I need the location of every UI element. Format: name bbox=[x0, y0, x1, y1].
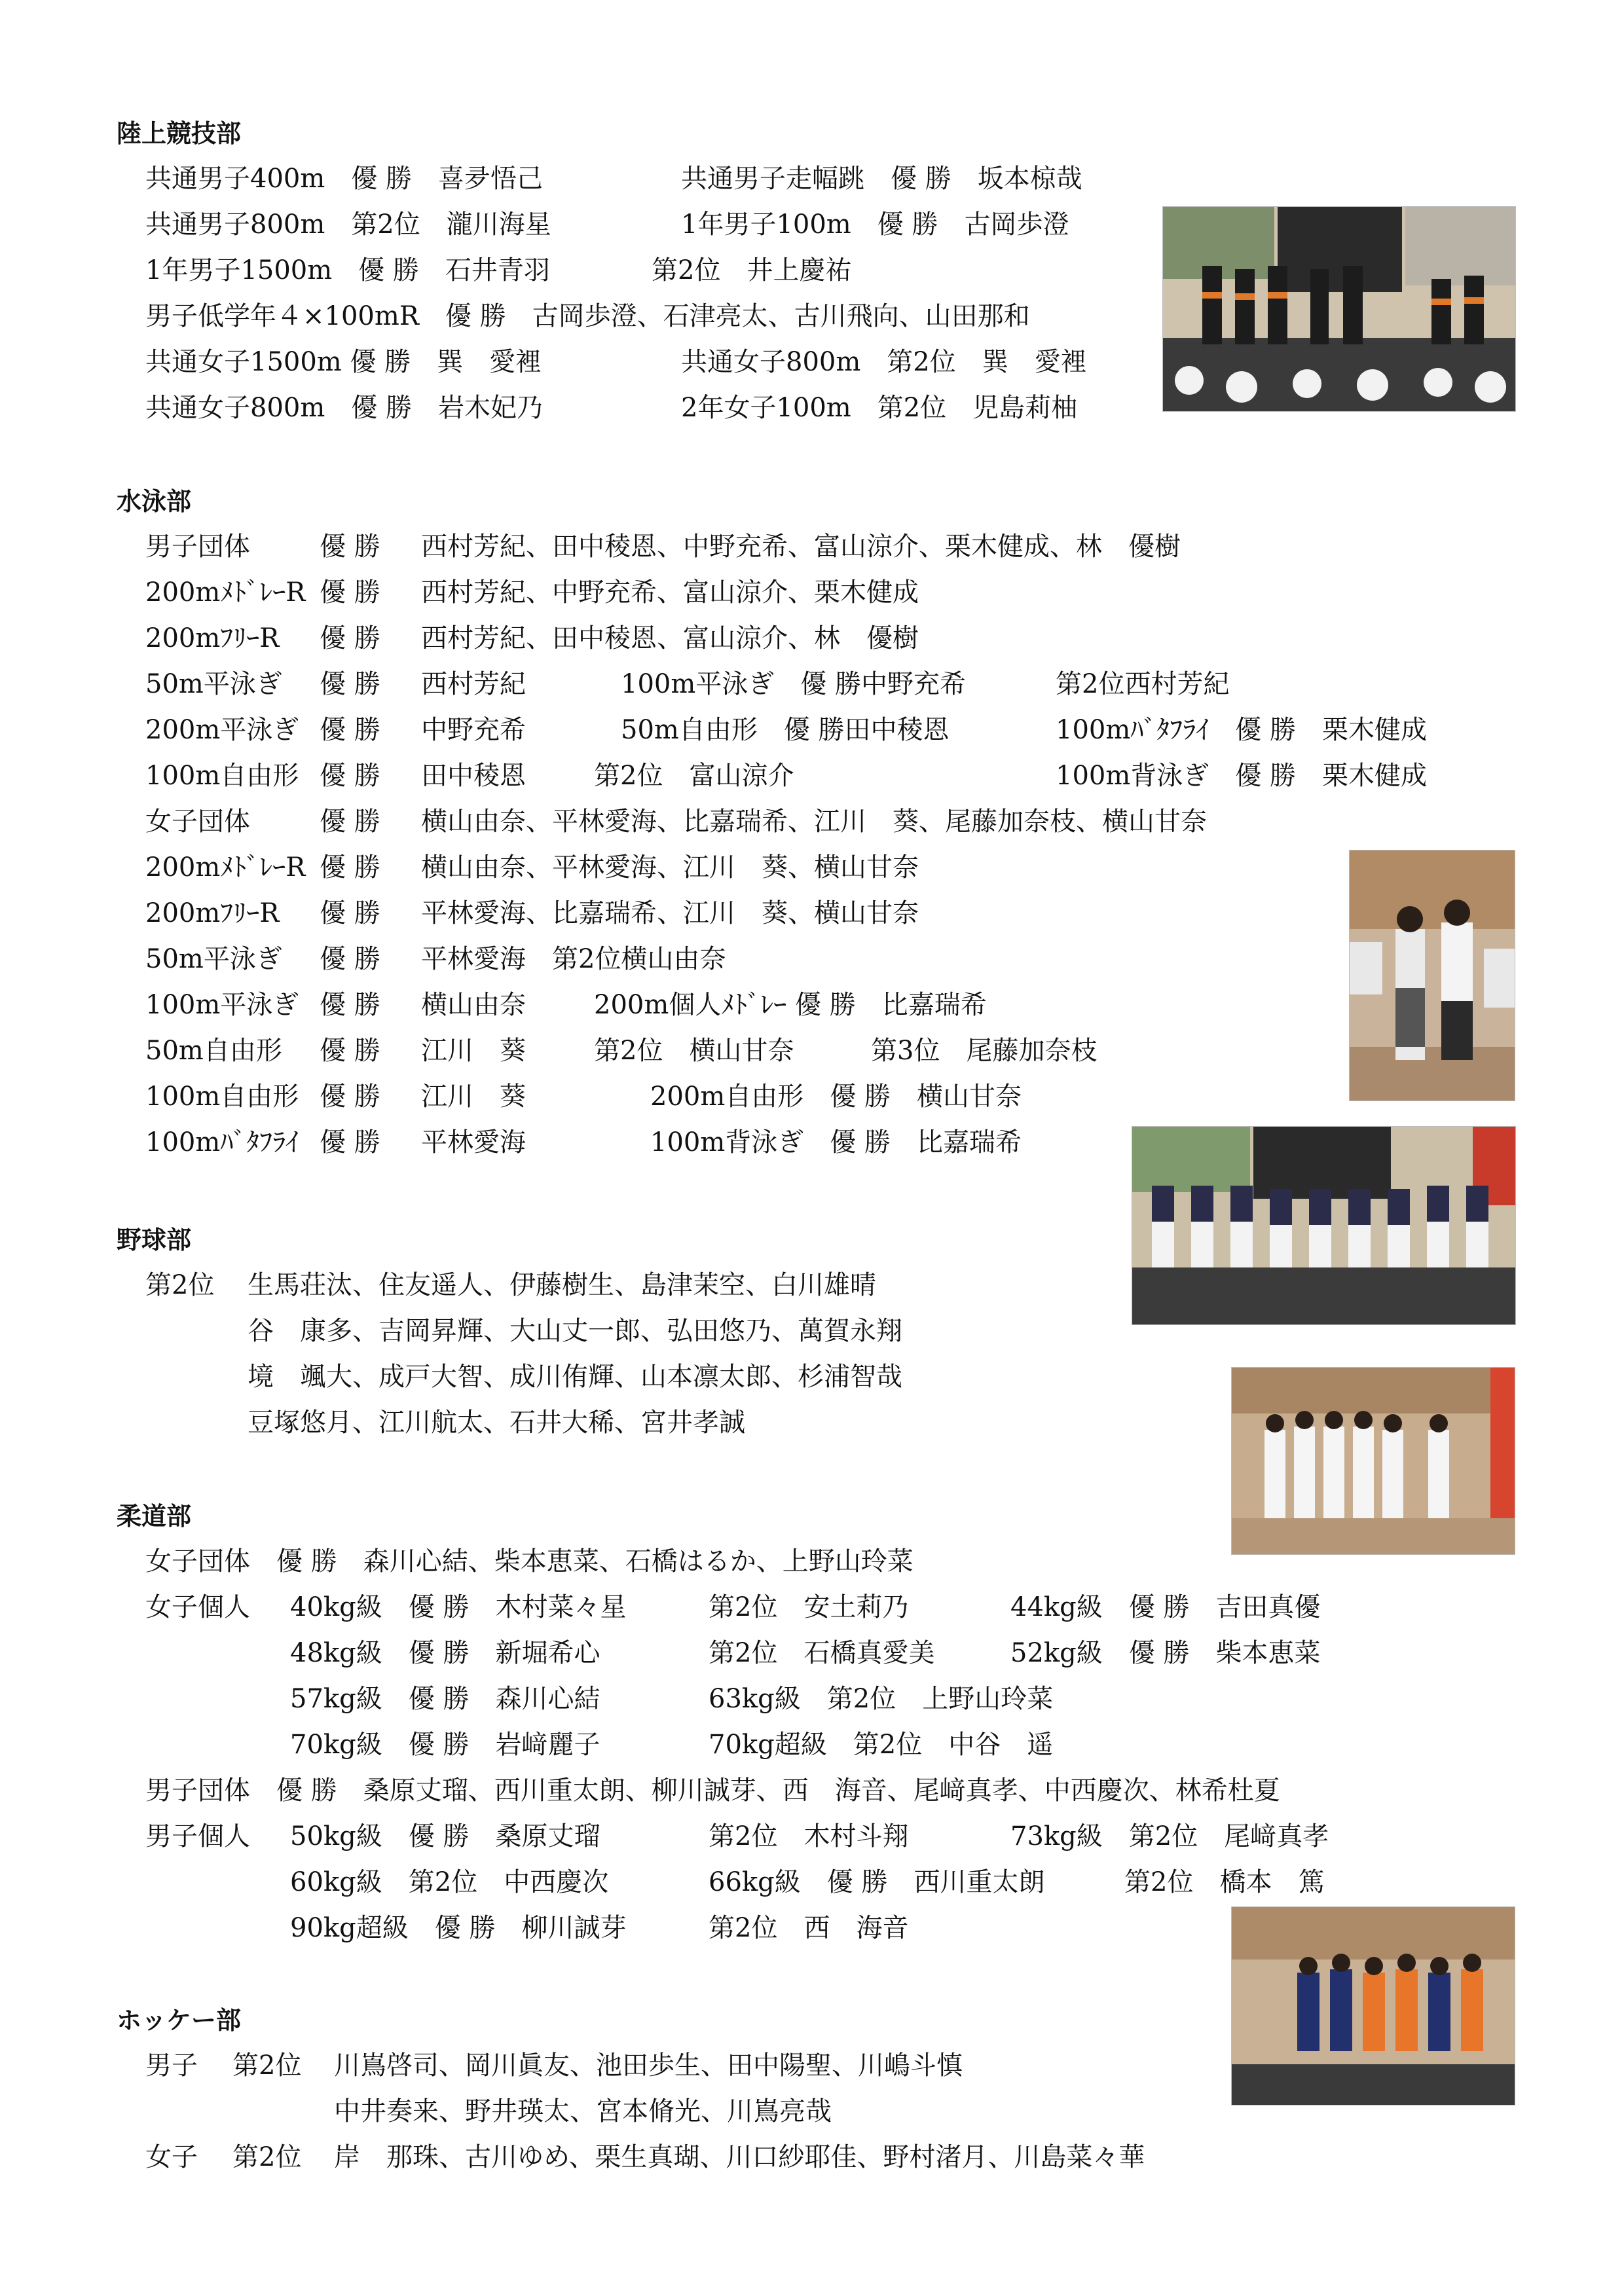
result-line: 100m平泳ぎ 優 勝中野充希 bbox=[621, 669, 966, 699]
result-line: 66kg級 優 勝 西川重太朗 bbox=[709, 1867, 1045, 1897]
event-name: 200m平泳ぎ bbox=[145, 715, 299, 745]
result-line: 第2位 橋本 篤 bbox=[1124, 1867, 1325, 1897]
result-line: 共通女子800m 第2位 巽 愛裡 bbox=[681, 347, 1087, 377]
result-line: 第2位 石橋真愛美 bbox=[709, 1638, 935, 1668]
result-line: 第2位 富山涼介 bbox=[594, 761, 794, 791]
result-line: 100mﾊﾞﾀﾌﾗｲ 優 勝 栗木健成 bbox=[1056, 715, 1427, 745]
result-line: 63kg級 第2位 上野山玲菜 bbox=[709, 1684, 1054, 1714]
names: 横山由奈、平林愛海、比嘉瑞希、江川 葵、尾藤加奈枝、横山甘奈 bbox=[421, 807, 1207, 837]
result-line: 52kg級 優 勝 柴本恵菜 bbox=[1010, 1638, 1321, 1668]
baseball-team-photo bbox=[1132, 1126, 1516, 1325]
result-line: 90kg超級 優 勝 柳川誠芽 bbox=[290, 1913, 627, 1943]
names: 豆塚悠月、江川航太、石井大稀、宮井孝誠 bbox=[248, 1408, 745, 1438]
category: 男子個人 bbox=[145, 1821, 250, 1851]
event-name: 100mﾊﾞﾀﾌﾗｲ bbox=[145, 1127, 299, 1157]
names: 田中稜恩 bbox=[421, 761, 526, 791]
rank: 優 勝 bbox=[320, 532, 380, 562]
rank: 優 勝 bbox=[320, 669, 380, 699]
result-line: 男子低学年４×100mR 優 勝 古岡歩澄、石津亮太、古川飛向、山田那和 bbox=[145, 301, 1030, 331]
section-title-hockey: ホッケー部 bbox=[117, 2006, 242, 2035]
event-name: 50m平泳ぎ bbox=[145, 944, 282, 974]
result-line: 第2位 横山甘奈 bbox=[594, 1036, 794, 1066]
event-name: 女子団体 bbox=[145, 807, 250, 837]
category: 女子 bbox=[145, 2142, 198, 2172]
result-line: 共通女子1500m 優 勝 巽 愛裡 bbox=[145, 347, 542, 377]
result-line: 70kg超級 第2位 中谷 遥 bbox=[709, 1730, 1054, 1760]
result-line: 1年男子1500m 優 勝 石井青羽 bbox=[145, 255, 550, 285]
result-line: 第2位 井上慶祐 bbox=[652, 255, 852, 285]
rank: 第2位 bbox=[145, 1270, 215, 1300]
result-line: 50kg級 優 勝 桑原丈瑠 bbox=[290, 1821, 600, 1851]
result-line: 1年男子100m 優 勝 古岡歩澄 bbox=[681, 210, 1069, 240]
rank: 優 勝 bbox=[320, 1036, 380, 1066]
judo-team-photo bbox=[1231, 1367, 1515, 1555]
result-line: 共通男子走幅跳 優 勝 坂本椋哉 bbox=[681, 164, 1082, 194]
result-line: 第2位 安土莉乃 bbox=[709, 1592, 909, 1622]
result-line: 共通男子800m 第2位 瀧川海星 bbox=[145, 210, 551, 240]
result-line: 第2位西村芳紀 bbox=[1056, 669, 1230, 699]
rank: 優 勝 bbox=[320, 761, 380, 791]
event-name: 男子団体 bbox=[145, 532, 250, 562]
result-line: 48kg級 優 勝 新堀希心 bbox=[290, 1638, 600, 1668]
rank: 優 勝 bbox=[320, 852, 380, 883]
section-title-judo: 柔道部 bbox=[117, 1502, 192, 1531]
result-line: 73kg級 第2位 尾﨑真孝 bbox=[1010, 1821, 1329, 1851]
rank: 優 勝 bbox=[320, 807, 380, 837]
category: 女子個人 bbox=[145, 1592, 250, 1622]
result-line: 44kg級 優 勝 吉田真優 bbox=[1010, 1592, 1321, 1622]
names: 西村芳紀、中野充希、富山涼介、栗木健成 bbox=[421, 577, 919, 608]
names: 平林愛海、比嘉瑞希、江川 葵、横山甘奈 bbox=[421, 898, 919, 928]
names: 生馬荘汰、住友遥人、伊藤樹生、島津茉空、白川雄晴 bbox=[248, 1270, 876, 1300]
names: 西村芳紀、田中稜恩、中野充希、富山涼介、栗木健成、林 優樹 bbox=[421, 532, 1181, 562]
result-line: 100m背泳ぎ 優 勝 比嘉瑞希 bbox=[650, 1127, 1022, 1157]
rank: 第2位 bbox=[232, 2050, 302, 2081]
result-line: 200m自由形 優 勝 横山甘奈 bbox=[650, 1082, 1022, 1112]
names: 西村芳紀 bbox=[421, 669, 526, 699]
track-team-photo bbox=[1162, 206, 1516, 412]
event-name: 100m自由形 bbox=[145, 761, 299, 791]
result-line: 共通男子400m 優 勝 喜夛悟己 bbox=[145, 164, 543, 194]
result-line: 第2位 木村斗翔 bbox=[709, 1821, 909, 1851]
rank: 優 勝 bbox=[320, 1127, 380, 1157]
hockey-team-photo bbox=[1231, 1906, 1515, 2105]
rank: 優 勝 bbox=[320, 1082, 380, 1112]
result-line: 共通女子800m 優 勝 岩木妃乃 bbox=[145, 393, 543, 423]
names: 谷 康多、吉岡昇輝、大山丈一郎、弘田悠乃、萬賀永翔 bbox=[248, 1316, 902, 1346]
result-line: 第3位 尾藤加奈枝 bbox=[871, 1036, 1098, 1066]
names: 横山由奈 bbox=[421, 990, 526, 1020]
swim-award-photo bbox=[1349, 850, 1515, 1101]
result-line: 男子団体 優 勝 桑原丈瑠、西川重太朗、柳川誠芽、西 海音、尾﨑真孝、中西慶次、林希杜夏 bbox=[145, 1776, 1280, 1806]
category: 男子 bbox=[145, 2050, 198, 2081]
names: 中井奏来、野井瑛太、宮本脩光、川嶌亮哉 bbox=[334, 2096, 832, 2126]
result-line: 第2位 西 海音 bbox=[709, 1913, 909, 1943]
rank: 優 勝 bbox=[320, 715, 380, 745]
rank: 優 勝 bbox=[320, 623, 380, 653]
names: 西村芳紀、田中稜恩、富山涼介、林 優樹 bbox=[421, 623, 919, 653]
names: 横山由奈、平林愛海、江川 葵、横山甘奈 bbox=[421, 852, 919, 883]
names: 境 颯大、成戸大智、成川侑輝、山本凛太郎、杉浦智哉 bbox=[248, 1362, 902, 1392]
event-name: 100m自由形 bbox=[145, 1082, 299, 1112]
rank: 第2位 bbox=[232, 2142, 302, 2172]
section-title-swim: 水泳部 bbox=[117, 487, 192, 516]
names: 平林愛海 第2位横山由奈 bbox=[421, 944, 726, 974]
names: 江川 葵 bbox=[421, 1036, 526, 1066]
result-line: 100m背泳ぎ 優 勝 栗木健成 bbox=[1056, 761, 1427, 791]
names: 川嶌啓司、岡川眞友、池田歩生、田中陽聖、川嶋斗慎 bbox=[334, 2050, 963, 2081]
event-name: 50m自由形 bbox=[145, 1036, 282, 1066]
rank: 優 勝 bbox=[320, 898, 380, 928]
names: 岸 那珠、古川ゆめ、栗生真瑚、川口紗耶佳、野村渚月、川島菜々華 bbox=[334, 2142, 1145, 2172]
result-line: 57kg級 優 勝 森川心結 bbox=[290, 1684, 600, 1714]
rank: 優 勝 bbox=[320, 990, 380, 1020]
rank: 優 勝 bbox=[320, 577, 380, 608]
result-line: 女子団体 優 勝 森川心結、柴本恵菜、石橋はるか、上野山玲菜 bbox=[145, 1546, 913, 1576]
event-name: 50m平泳ぎ bbox=[145, 669, 282, 699]
event-name: 200mﾒﾄﾞﾚｰR bbox=[145, 852, 306, 883]
names: 平林愛海 bbox=[421, 1127, 526, 1157]
names: 中野充希 bbox=[421, 715, 526, 745]
result-line: 70kg級 優 勝 岩﨑麗子 bbox=[290, 1730, 600, 1760]
event-name: 100m平泳ぎ bbox=[145, 990, 299, 1020]
result-line: 40kg級 優 勝 木村菜々星 bbox=[290, 1592, 627, 1622]
result-line: 2年女子100m 第2位 児島莉柚 bbox=[681, 393, 1078, 423]
result-line: 200m個人ﾒﾄﾞﾚｰ 優 勝 比嘉瑞希 bbox=[594, 990, 987, 1020]
event-name: 200mﾌﾘｰR bbox=[145, 898, 280, 928]
result-line: 60kg級 第2位 中西慶次 bbox=[290, 1867, 609, 1897]
result-line: 50m自由形 優 勝田中稜恩 bbox=[621, 715, 950, 745]
event-name: 200mﾌﾘｰR bbox=[145, 623, 280, 653]
rank: 優 勝 bbox=[320, 944, 380, 974]
section-title-track: 陸上競技部 bbox=[117, 119, 242, 148]
names: 江川 葵 bbox=[421, 1082, 526, 1112]
section-title-baseball: 野球部 bbox=[117, 1226, 192, 1254]
event-name: 200mﾒﾄﾞﾚｰR bbox=[145, 577, 306, 608]
